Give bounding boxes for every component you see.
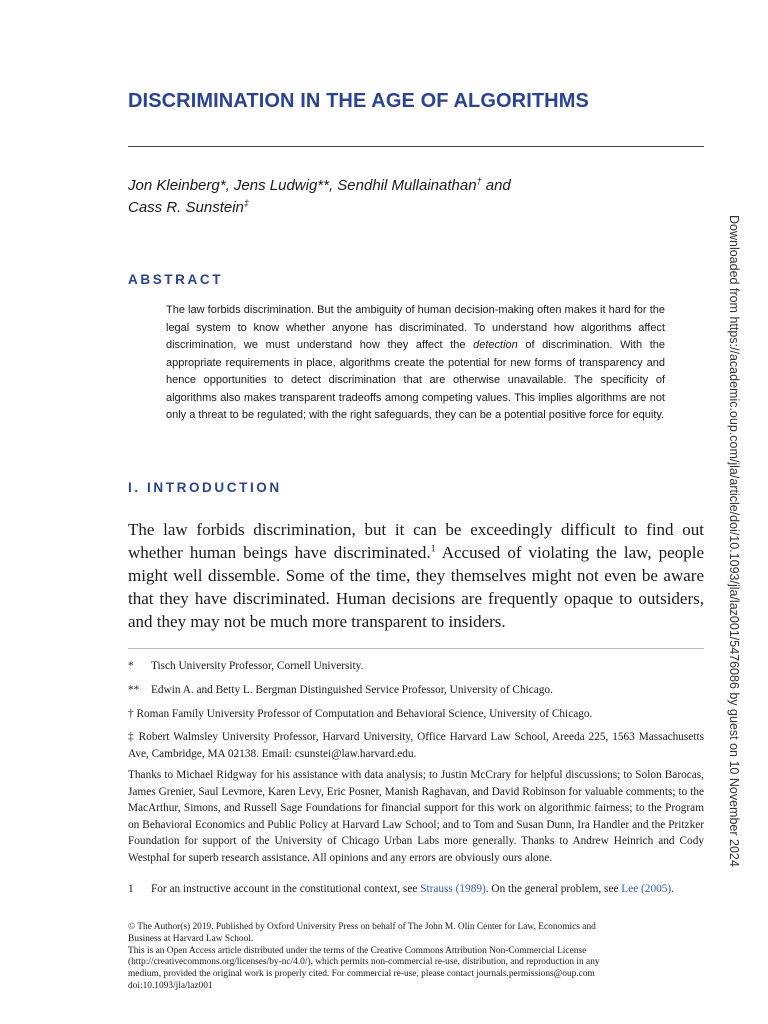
footnote-author-3: † Roman Family University Professor of Computation and Behavioral Science, University of Chicago. [128, 708, 593, 720]
download-watermark: Downloaded from https://academic.oup.com/jla/article/doi/10.1093/jla/laz001/5476086 by guest on 10 November 2024 [727, 215, 741, 867]
abstract-part-1: The law forbids discrimination. But the ambiguity of human decision-making often makes it hard for the legal system to know whether anyone has discriminated. To understand how algorithms affect discrimination, we must understand how they affect the [166, 304, 665, 351]
footnote-text: . [671, 883, 674, 895]
copyright-line: (http://creativecommons.org/licenses/by-nc/4.0/), which permits non-commercial re-use, distribution, and reproduction in any [128, 957, 600, 968]
doi-line: doi:10.1093/jla/laz001 [128, 980, 213, 991]
citation-link-lee[interactable]: Lee (2005) [621, 883, 672, 895]
acknowledgements: Thanks to Michael Ridgway for his assistance with data analysis; to Justin McCrary for helpful discussions; to Solon Barocas, James Grenier, Saul Levmore, Karen Levy, Eric Posner, Manish Raghavan, and David Robinson for valuable comments; to the MacArthur, Simons, and Russell Sage Foundations for financial support for this work on algorithmic fairness; to the Program on Behavioral Economics and Public Policy at Harvard Law School; and to Tom and Susan Dunn, Ira Handler and the Pritzker Foundation for support of the University of Chicago Urban Labs more generally. Thanks to Andrew Heinrich and Cody Westphal for superb research assistance. All opinions and any errors are obviously ours alone. [128, 769, 704, 864]
copyright-line: This is an Open Access article distributed under the terms of the Creative Commons Attribution Non-Commercial License [128, 945, 587, 956]
copyright-line: medium, provided the original work is properly cited. For commercial re-use, please contact journals.permissions@oup.com [128, 969, 595, 980]
footnote-text: . On the general problem, see [485, 883, 622, 895]
footnote-author-4: ‡ Robert Walmsley University Professor, Harvard University, Office Harvard Law School, Areeda 225, 1563 Massachusetts Ave, Cambridge, MA 02138. Email: csunstei@law.harvard.edu. [128, 731, 704, 760]
footnote-author-2 [128, 682, 704, 699]
abstract-emphasis: detection [473, 339, 518, 351]
authors-line-1-tail: and [481, 177, 511, 194]
footnote-text: For an instructive account in the constitutional context, see [151, 883, 421, 895]
title-divider [128, 146, 704, 147]
footnote-ref-1[interactable]: 1 [430, 543, 436, 555]
copyright-notice [128, 922, 704, 993]
citation-link-strauss[interactable]: Strauss (1989) [420, 883, 486, 895]
footnote-number: 1 [128, 883, 134, 895]
paper-title: DISCRIMINATION IN THE AGE OF ALGORITHMS [128, 90, 589, 112]
author-mark-dagger: † [476, 176, 482, 186]
author-mark-double-dagger: ‡ [243, 198, 249, 208]
author-list [128, 175, 648, 219]
abstract-heading: ABSTRACT [128, 272, 224, 287]
footnote-mark: ** [128, 684, 140, 696]
authors-line-2: Cass R. Sunstein [128, 199, 244, 216]
abstract-text [166, 302, 665, 425]
introduction-paragraph [128, 518, 704, 633]
footnote-1 [128, 881, 704, 898]
footnote-divider [128, 648, 704, 649]
footnote-text: Edwin A. and Betty L. Bergman Distinguished Service Professor, University of Chicago. [151, 684, 553, 696]
footnote-text: Tisch University Professor, Cornell University. [151, 660, 364, 672]
copyright-line: Business at Harvard Law School. [128, 933, 254, 944]
introduction-heading: I. INTRODUCTION [128, 480, 282, 495]
intro-part-2: Accused of violating the law, people might well dissemble. Some of the time, they themselves might not even be aware that they have discriminated. Human decisions are frequently opaque to outsiders, and they may not be much more transparent to insiders. [128, 543, 704, 631]
abstract-part-2: of discrimination. With the appropriate requirements in place, algorithms create the potential for new forms of transparency and hence opportunities to detect discrimination that are otherwise unavailable. The specificity of algorithms also makes transparent tradeoffs among competing values. This implies algorithms are not only a threat to be regulated; with the right safeguards, they can be a potential positive force for equity. [166, 339, 665, 421]
authors-line-1: Jon Kleinberg*, Jens Ludwig**, Sendhil Mullainathan [128, 177, 477, 194]
intro-part-1: The law forbids discrimination, but it can be exceedingly difficult to find out whether human beings have discriminated. [128, 520, 704, 562]
footnote-author-1 [128, 658, 704, 675]
footnote-mark: * [128, 660, 134, 672]
copyright-line: © The Author(s) 2019. Published by Oxford University Press on behalf of The John M. Olin Center for Law, Economics and [128, 922, 596, 932]
